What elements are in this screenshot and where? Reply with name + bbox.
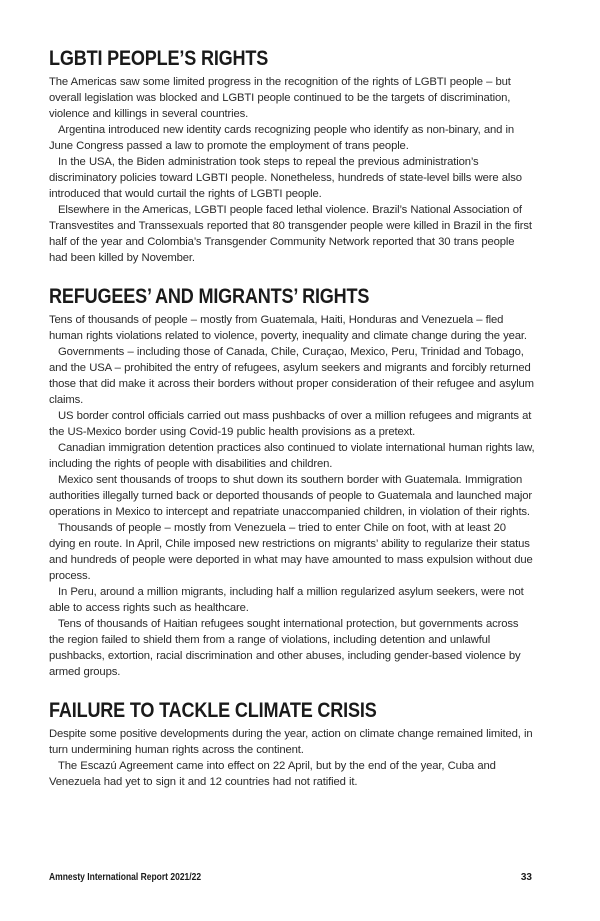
- page-footer: [49, 872, 535, 883]
- paragraph: US border control officials carried out mass pushbacks of over a million refugees and migrants at the US-Mexico border using Covid-19 public health provisions as a pretext.: [49, 410, 532, 438]
- section-refugees-migrants-rights: [49, 284, 535, 680]
- paragraph: Tens of thousands of people – mostly from Guatemala, Haiti, Honduras and Venezuela – fled human rights violations related to violence, poverty, inequality and climate change during the year.: [49, 314, 527, 342]
- section-heading: REFUGEES’ AND MIGRANTS’ RIGHTS: [49, 285, 370, 308]
- paragraph: The Escazú Agreement came into effect on 22 April, but by the end of the year, Cuba and Venezuela had yet to sign it and 12 countries had not ratified it.: [49, 760, 496, 788]
- paragraph: Canadian immigration detention practices also continued to violate international human rights law, including the rights of people with disabilities and children.: [49, 442, 535, 470]
- paragraph: The Americas saw some limited progress in the recognition of the rights of LGBTI people – but overall legislation was blocked and LGBTI people continued to be the targets of discrimination, violence and killings in several countries.: [49, 76, 511, 120]
- paragraph: Despite some positive developments during the year, action on climate change remained limited, in turn undermining human rights across the continent.: [49, 728, 533, 756]
- section-heading: FAILURE TO TACKLE CLIMATE CRISIS: [49, 699, 377, 722]
- publication-title: Amnesty International Report 2021/22: [49, 872, 202, 883]
- paragraph: Mexico sent thousands of troops to shut down its southern border with Guatemala. Immigration authorities illegally turned back or deported thousands of people to Guatemala and launched major operations in Mexico to intercept and repatriate unaccompanied children, in violation of their rights.: [49, 474, 532, 518]
- paragraph: In Peru, around a million migrants, including half a million regularized asylum seekers, were not able to access rights such as healthcare.: [49, 586, 524, 614]
- paragraph: In the USA, the Biden administration took steps to repeal the previous administration’s discriminatory policies toward LGBTI people. Nonetheless, hundreds of state-level bills were also introduced that would curtail the rights of LGBTI people.: [49, 156, 522, 200]
- paragraph: Tens of thousands of Haitian refugees sought international protection, but governments across the region failed to shield them from a range of violations, including detention and unlawful pushbacks, extortion, racial discrimination and other abuses, including gender-based violence by armed groups.: [49, 618, 521, 678]
- section-lgbti-rights: [49, 46, 535, 266]
- page-number: 33: [520, 872, 532, 883]
- paragraph: Governments – including those of Canada, Chile, Curaçao, Mexico, Peru, Trinidad and Tobago, and the USA – prohibited the entry of refugees, asylum seekers and migrants and forcibly returned those that did make it across their borders without proper consideration of their refugee and asylum claims.: [49, 346, 534, 406]
- section-heading: LGBTI PEOPLE’S RIGHTS: [49, 47, 269, 70]
- paragraph: Elsewhere in the Americas, LGBTI people faced lethal violence. Brazil’s National Association of Transvestites and Transsexuals reported that 80 transgender people were killed in Brazil in the first half of the year and Colombia’s Transgender Community Network reported that 30 trans people had been killed by November.: [49, 204, 532, 264]
- paragraph: Thousands of people – mostly from Venezuela – tried to enter Chile on foot, with at least 20 dying en route. In April, Chile imposed new restrictions on migrants’ ability to regularize their status and hundreds of people were deported in what may have amounted to mass expulsion without due process.: [49, 522, 533, 582]
- paragraph: Argentina introduced new identity cards recognizing people who identify as non-binary, and in June Congress passed a law to promote the employment of trans people.: [49, 124, 515, 152]
- section-climate-crisis: [49, 698, 535, 790]
- page-content: [49, 46, 535, 808]
